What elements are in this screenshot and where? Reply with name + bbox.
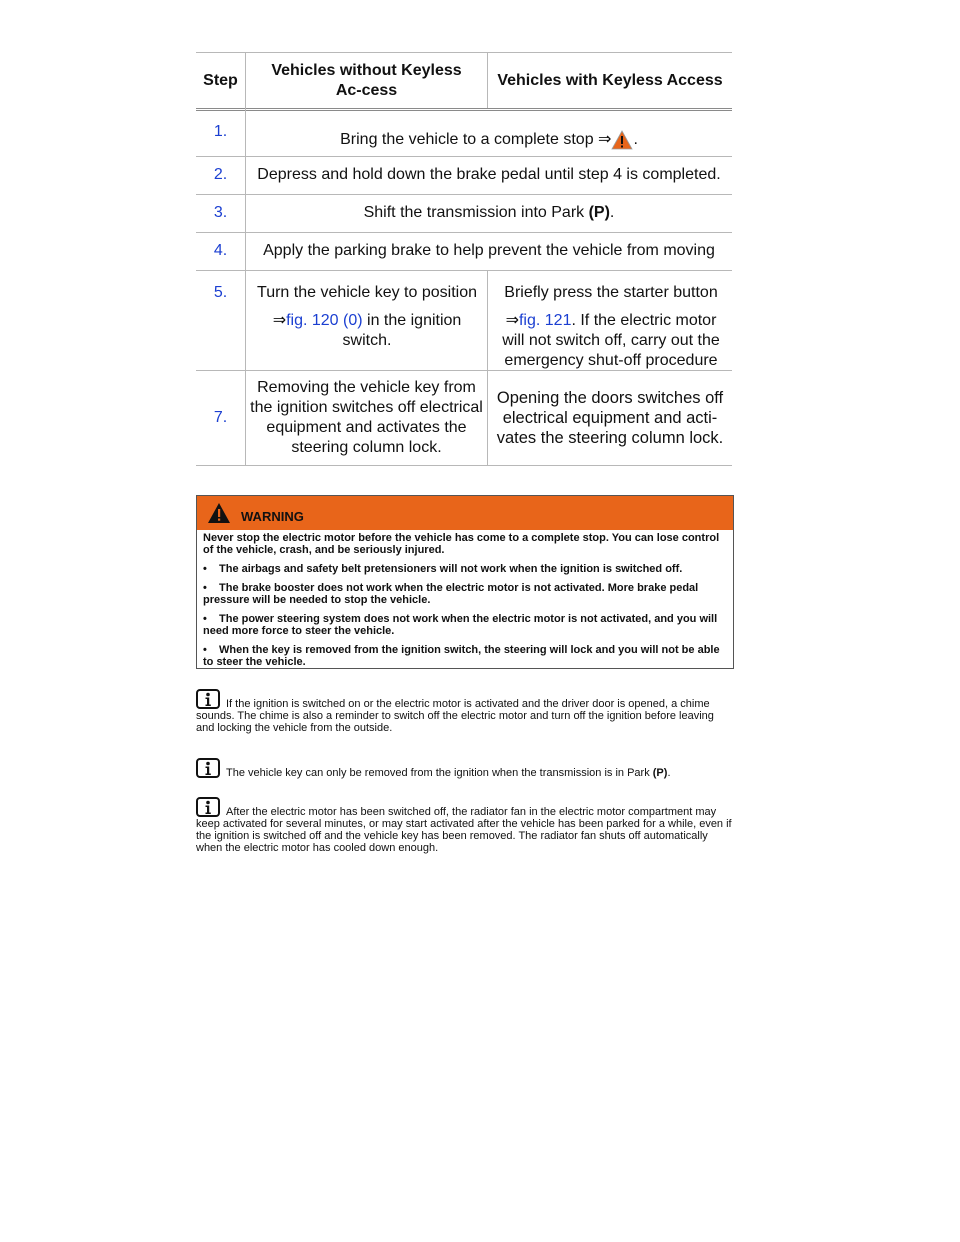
- step-number: 5.: [213, 284, 228, 301]
- note-radiator-fan: After the electric motor has been switched off, the radiator fan in the electric motor compartment may keep activated for several minutes, or may start activated after the vehicle has been parked for a while, even if the ignition is switched off and the vehicle key has been removed. The radiator fan shuts off automatically when the electric motor has cooled down enough.: [196, 797, 732, 854]
- step-7-without-keyless: Removing the vehicle key from the ignition switches off electrical equipment and activates the steering column lock.: [250, 378, 483, 456]
- header-without-keyless: Vehicles without Keyless Ac-cess: [271, 62, 462, 99]
- fig-120-link[interactable]: fig. 120 (0): [286, 312, 363, 329]
- note-chime: If the ignition is switched on or the electric motor is activated and the driver door is opened, a chime sounds. The chime is also a reminder to switch off the electric motor and turn off the ignition before leaving and locking the vehicle from the outside.: [196, 689, 732, 734]
- warning-triangle-icon: [207, 502, 231, 524]
- step-7-with-keyless: Opening the doors switches off electrical equipment and acti-vates the steering column lock.: [496, 388, 724, 447]
- info-icon: [196, 797, 220, 817]
- header-with-keyless: Vehicles with Keyless Access: [497, 72, 723, 89]
- warning-body: [203, 532, 725, 675]
- step-number: 3.: [213, 204, 228, 221]
- info-icon: [196, 758, 220, 778]
- table-rule: [196, 270, 732, 271]
- step-3-text: Shift the transmission into Park (P) .: [363, 204, 615, 221]
- note-key-removal: The vehicle key can only be removed from the ignition when the transmission is in Park (P).: [196, 758, 732, 779]
- fig-121-link[interactable]: fig. 121: [518, 312, 572, 329]
- step-number: 7.: [213, 408, 228, 426]
- warning-title: WARNING: [241, 508, 304, 524]
- warning-bullet: • The airbags and safety belt pretensioners will not work when the ignition is switched off.: [203, 563, 683, 575]
- step-1-text: Bring the vehicle to a complete stop ⇒ .: [340, 131, 638, 148]
- warning-bullet: • The power steering system does not work when the electric motor is not activated, and you will need more force to steer the vehicle.: [203, 613, 718, 637]
- step-5-with-keyless: Briefly press the starter button ⇒fig. 121. If the electric motor will not switch off, carry out the emergency shut-off procedure: [502, 284, 720, 369]
- info-icon: [196, 689, 220, 709]
- step-number: 1.: [213, 123, 228, 140]
- step-4-text: Apply the parking brake to help prevent the vehicle from moving: [263, 242, 715, 259]
- warning-intro: Never stop the electric motor before the vehicle has come to a complete stop. You can lose control of the vehicle, crash, and be seriously injured.: [203, 532, 720, 556]
- header-step: Step: [203, 72, 238, 89]
- step-number: 2.: [213, 166, 228, 183]
- warning-box: [196, 495, 734, 669]
- warning-bullet: • The brake booster does not work when the electric motor is not activated. More brake pedal pressure will be needed to stop the vehicle.: [203, 582, 699, 606]
- warning-triangle-icon: [611, 130, 633, 150]
- step-5-without-keyless: Turn the vehicle key to position ⇒fig. 120 (0) in the ignition switch.: [257, 284, 477, 349]
- warning-header: [197, 496, 733, 530]
- table-rule: [196, 465, 732, 466]
- step-2-text: Depress and hold down the brake pedal until step 4 is completed.: [257, 166, 721, 183]
- step-number: 4.: [213, 242, 228, 259]
- warning-bullet: • When the key is removed from the ignition switch, the steering will lock and you will not be able to steer the vehicle.: [203, 644, 720, 668]
- procedure-table: [196, 52, 732, 466]
